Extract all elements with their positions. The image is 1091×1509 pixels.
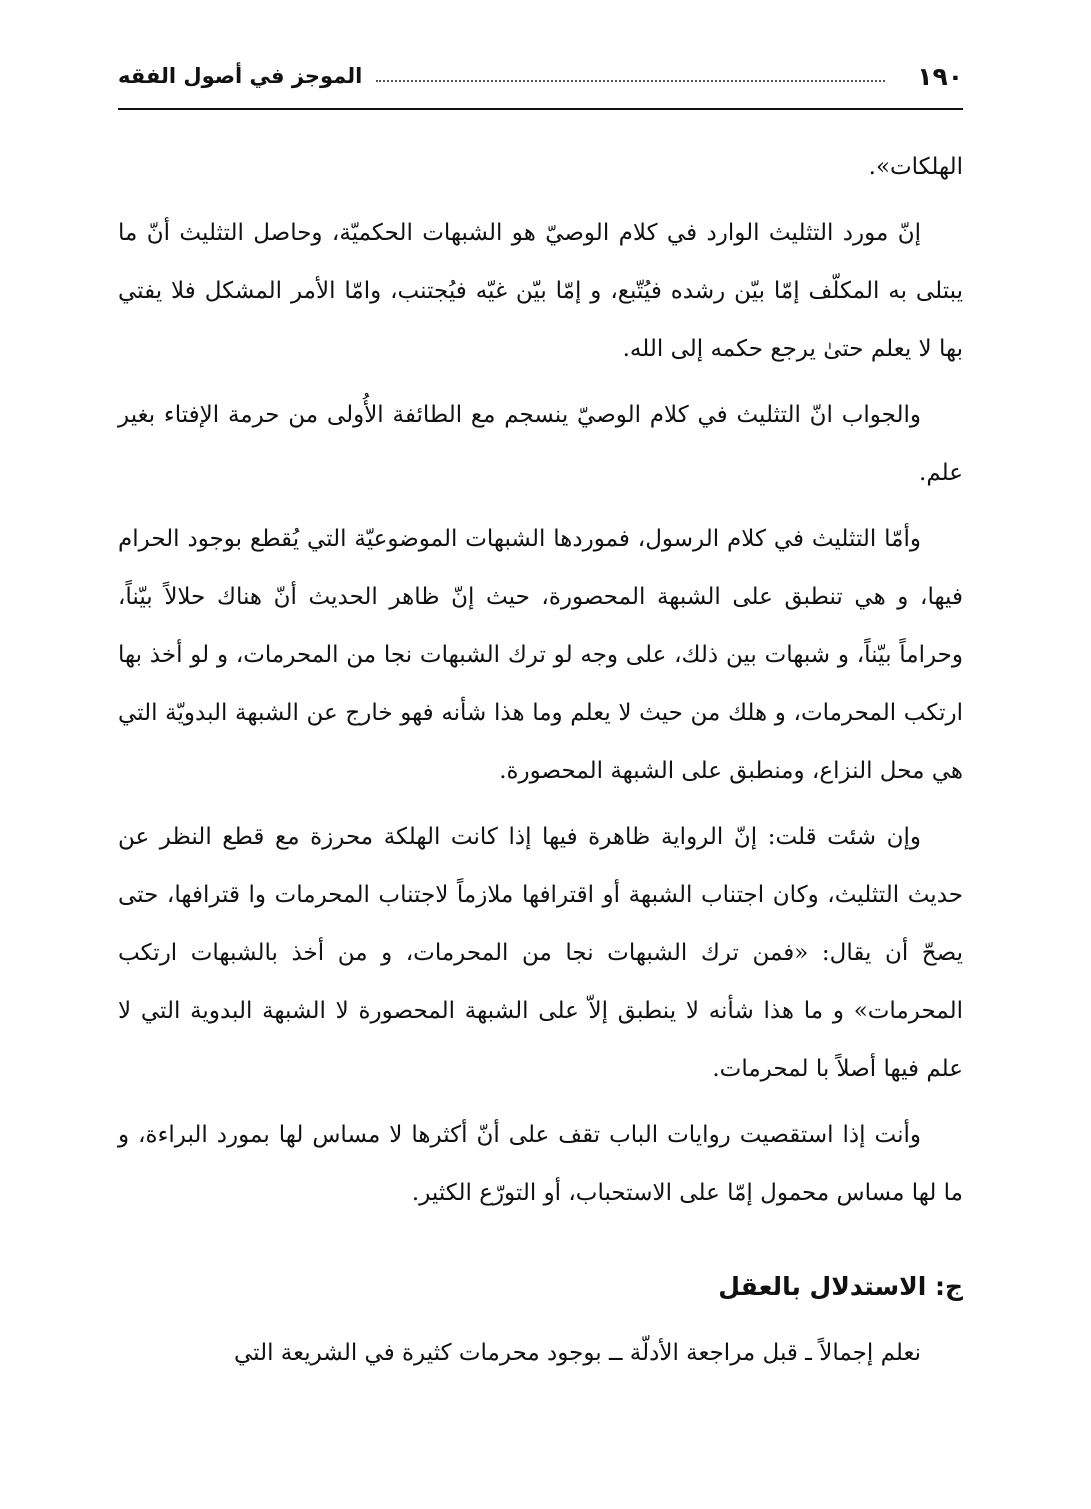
page-number: ١٩٠ xyxy=(917,61,963,91)
paragraph-continuation: الهلكات». xyxy=(868,154,963,180)
header-rule xyxy=(118,108,963,110)
paragraph: نعلم إجمالاً ـ قبل مراجعة الأدلّة ــ بوجود محرمات كثيرة في الشريعة التي xyxy=(233,1340,921,1366)
running-title: الموجز في أصول الفقه xyxy=(118,64,363,88)
body-text xyxy=(118,138,963,1390)
page-header xyxy=(118,50,963,102)
paragraph: والجواب انّ التثليث في كلام الوصيّ ينسجم مع الطائفة الأُولى من حرمة الإفتاء بغير علم. xyxy=(118,402,963,486)
paragraph: وإن شئت قلت: إنّ الرواية ظاهرة فيها إذا كانت الهلكة محرزة مع قطع النظر عن حديث التثليث، وكان اجتناب الشبهة أو اقترافها ملازماً لاجتناب المحرمات وا قترافها، حتى يصحّ أن يقال: «فمن ترك الشبهات نجا من المحرمات، و من أخذ بالشبهات ارتكب المحرمات» و ما هذا شأنه لا ينطبق إلاّ على الشبهة المحصورة لا الشبهة البدوية التي لا علم فيها أصلاً با لمحرمات. xyxy=(118,824,963,1082)
paragraph: وأمّا التثليث في كلام الرسول، فموردها الشبهات الموضوعيّة التي يُقطع بوجود الحرام فيها، و هي تنطبق على الشبهة المحصورة، حيث إنّ ظاهر الحديث أنّ هناك حلالاً بيّناً، وحراماً بيّناً، و شبهات بين ذلك، على وجه لو ترك الشبهات نجا من المحرمات، و لو أخذ بها ارتكب المحرمات، و هلك من حيث لا يعلم وما هذا شأنه فهو خارج عن الشبهة البدويّة التي هي محل النزاع، ومنطبق على الشبهة المحصورة. xyxy=(118,526,963,784)
paragraph: وأنت إذا استقصيت روايات الباب تقف على أنّ أكثرها لا مساس لها بمورد البراءة، و ما لها مساس محمول إمّا على الاستحباب، أو التورّع الكثير. xyxy=(118,1122,963,1206)
header-dotted-leader xyxy=(376,80,885,82)
section-heading: ج: الاستدلال بالعقل xyxy=(718,1272,963,1301)
paragraph: إنّ مورد التثليث الوارد في كلام الوصيّ هو الشبهات الحكميّة، وحاصل التثليث أنّ ما يبتلى به المكلّف إمّا بيّن رشده فيُتّبع، و إمّا بيّن غيّه فيُجتنب، وامّا الأمر المشكل فلا يفتي بها لا يعلم حتىٰ يرجع حكمه إلى الله. xyxy=(118,220,963,362)
